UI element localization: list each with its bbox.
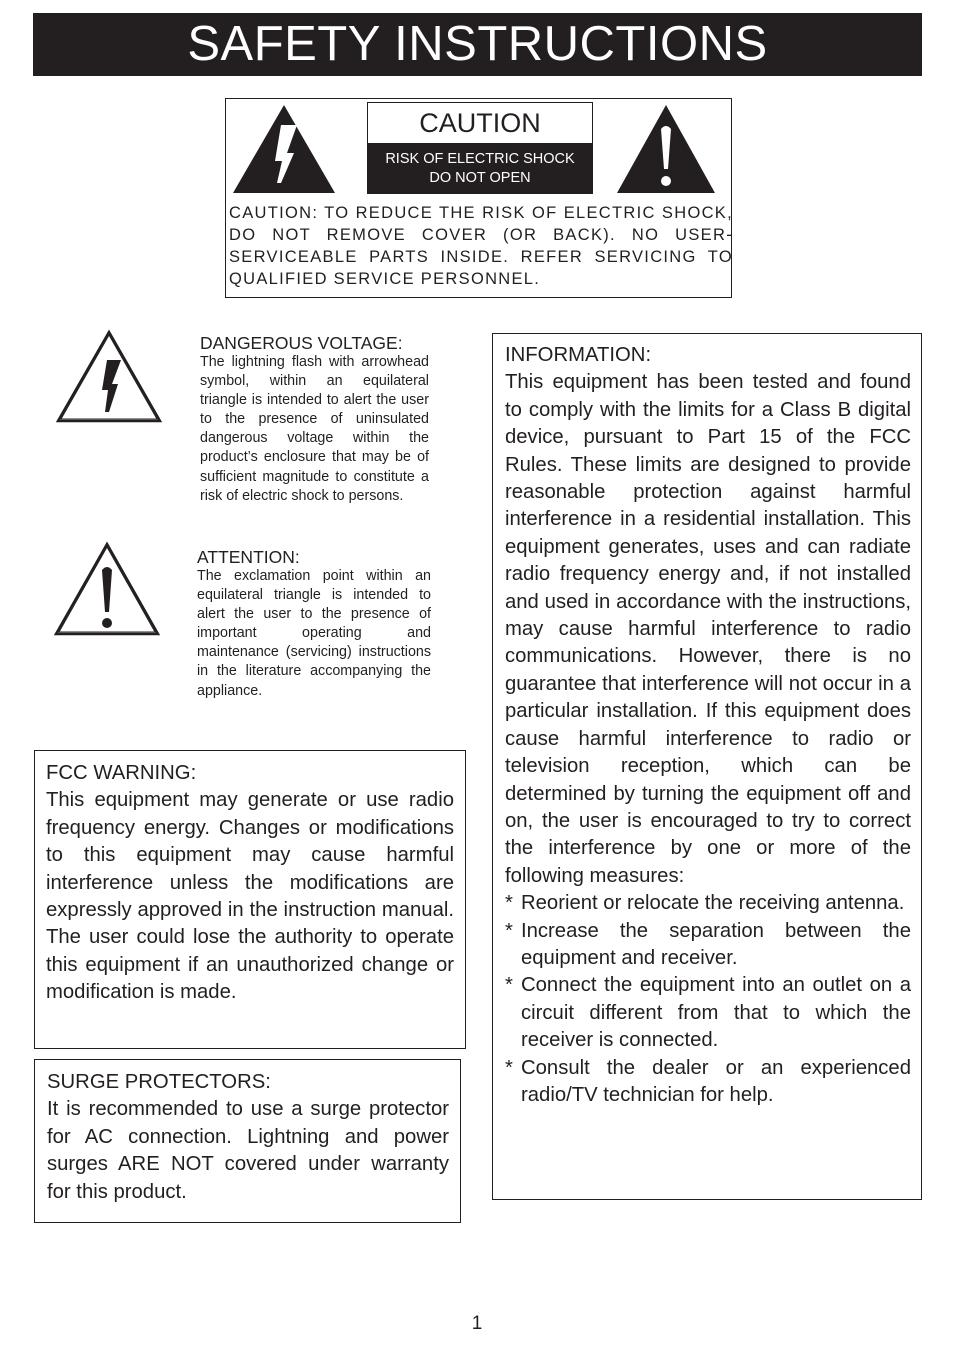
- caution-sub-line2: DO NOT OPEN: [429, 170, 531, 186]
- caution-heading: CAUTION: [419, 107, 541, 138]
- fcc-warning-section: [46, 760, 454, 1007]
- surge-protectors-section: [47, 1069, 449, 1206]
- fcc-warning-text: This equipment may generate or use radio frequency energy. Changes or modifications to this equipment may cause harmful interference unless the modifications are expressly approved in the instruction manual. The user could lose the authority to operate this equipment if an unauthorized change or modification is made.: [46, 789, 454, 1004]
- caution-sub-line1: RISK OF ELECTRIC SHOCK: [385, 151, 575, 167]
- lightning-triangle-icon: [54, 328, 164, 425]
- measure-item: * Connect the equipment into an outlet on a circuit different from that to which the receiver is connected.: [505, 972, 911, 1054]
- surge-protectors-heading: SURGE PROTECTORS:: [47, 1071, 271, 1093]
- information-section: [505, 342, 911, 1109]
- surge-protectors-text: It is recommended to use a surge protector for AC connection. Lightning and power surges ARE NOT covered under warranty for this product.: [47, 1098, 449, 1203]
- page-number: 1: [471, 1313, 483, 1334]
- information-heading: INFORMATION:: [505, 344, 652, 366]
- caution-subtext: [368, 143, 592, 194]
- attention-section: [197, 547, 431, 701]
- lightning-triangle-icon: [231, 103, 337, 195]
- dangerous-voltage-heading: DANGEROUS VOLTAGE:: [200, 333, 403, 353]
- title-bar: [33, 13, 922, 76]
- caution-label: [367, 102, 593, 194]
- information-text: This equipment has been tested and found to comply with the limits for a Class B digital device, pursuant to Part 15 of the FCC Rules. These limits are designed to provide reasonable protection against harmful interference in a residential installation. This equipment generates, uses and can radiate radio frequency energy and, if not installed and used in accordance with the instructions, may cause harmful interference to radio communications. However, there is no guarantee that interference will not occur in a particular installation. If this equipment does cause harmful interference to radio or television reception, which can be determined by turning the equipment off and on, the user is encouraged to try to correct the interference by one or more of the following measures:: [505, 371, 911, 887]
- measure-item: * Consult the dealer or an experienced radio/TV technician for help.: [505, 1055, 911, 1110]
- exclamation-triangle-icon: [615, 103, 717, 195]
- measures-list: [505, 890, 911, 1109]
- caution-text: CAUTION: TO REDUCE THE RISK OF ELECTRIC SHOCK, DO NOT REMOVE COVER (OR BACK). NO USER-SERVICEABLE PARTS INSIDE. REFER SERVICING TO QUALIFIED SERVICE PERSONNEL.: [229, 204, 733, 288]
- attention-heading: ATTENTION:: [197, 547, 300, 567]
- measure-item: * Reorient or relocate the receiving antenna.: [505, 890, 911, 917]
- measure-item: * Increase the separation between the equipment and receiver.: [505, 918, 911, 973]
- page-title: SAFETY INSTRUCTIONS: [187, 17, 768, 71]
- exclamation-triangle-icon: [52, 540, 162, 638]
- fcc-warning-heading: FCC WARNING:: [46, 762, 197, 784]
- dangerous-voltage-section: [200, 333, 429, 506]
- attention-text: The exclamation point within an equilateral triangle is intended to alert the user to the presence of important operating and maintenance (servicing) instructions in the literature accompanying the appliance.: [197, 568, 431, 699]
- dangerous-voltage-text: The lightning flash with arrowhead symbol, within an equilateral triangle is intended to alert the user to the presence of uninsulated dangerous voltage within the product’s enclosure that may be of sufficient magnitude to constitute a risk of electric shock to persons.: [200, 354, 429, 504]
